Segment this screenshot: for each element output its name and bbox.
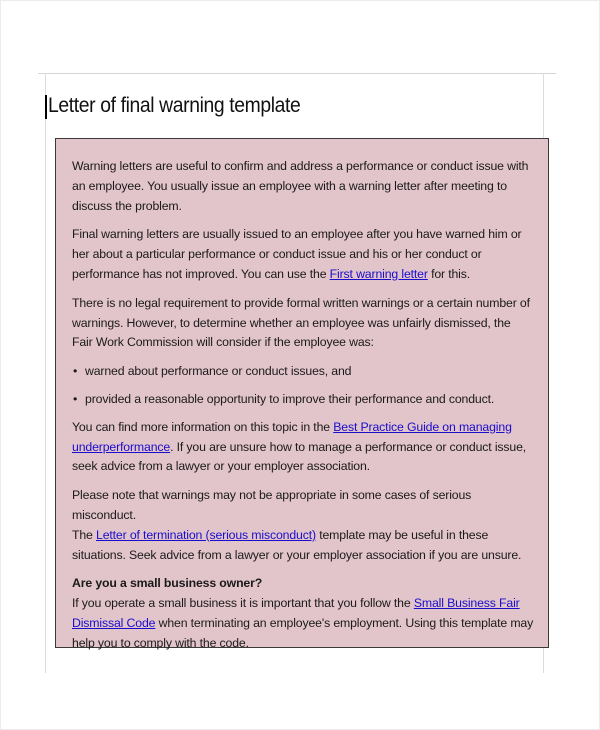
small-business-fair-dismissal-code-link[interactable]: Small Business Fair Dismissal Code [72, 596, 520, 630]
letter-of-termination-link[interactable]: Letter of termination (serious misconduct) [96, 527, 316, 542]
list-item [72, 362, 534, 382]
first-warning-letter-link[interactable]: First warning letter [329, 266, 428, 281]
paragraph-text: when terminating an employee's employment. Using this template may help you to comply with the code. [72, 615, 534, 650]
paragraph-text: template may be useful in these situations. Seek advice from a lawyer or your employer association if you are unsure. [72, 527, 522, 562]
paragraph-text: Please note that warnings may not be appropriate in some cases of serious misconduct. [72, 488, 472, 522]
page-left-margin-line [45, 73, 46, 673]
paragraph-more-info [72, 418, 534, 477]
paragraph-text: The [72, 527, 97, 542]
paragraph-intro: Warning letters are useful to confirm and address a performance or conduct issue with an employee. You usually issue an employee with a warning letter after meeting to discuss the problem. [72, 159, 529, 213]
paragraph-text: If you operate a small business it is important that you follow the [72, 596, 414, 611]
paragraph-text: Final warning letters are usually issued to an employee after you have warned him or her about a particular performance or conduct issue and his or her conduct or performance has not improved. You can use the [72, 227, 522, 281]
paragraph-text: . If you are unsure how to manage a performance or conduct issue, seek advice from a lawyer or your employer association. [72, 439, 527, 474]
text-cursor [45, 95, 47, 119]
paragraph-final-warning [72, 225, 534, 284]
page-top-edge [38, 73, 556, 74]
list-item-text: provided a reasonable opportunity to improve their performance and conduct. [85, 391, 495, 406]
paragraph-text: for this. [427, 266, 471, 281]
paragraph-serious-misconduct [72, 486, 534, 565]
best-practice-guide-link[interactable]: Best Practice Guide on managing underperformance [72, 419, 512, 454]
document-title: Letter of final warning template [48, 94, 301, 117]
criteria-list [72, 362, 534, 410]
small-business-heading: Are you a small business owner? [72, 576, 263, 591]
bullet-icon: • [73, 364, 78, 379]
bullet-icon: • [73, 391, 78, 406]
list-item-text: warned about performance or conduct issues, and [85, 364, 352, 379]
paragraph-legal-requirement: There is no legal requirement to provide formal written warnings or a certain number of warnings. However, to determine whether an employee was unfairly dismissed, the Fair Work Commission will consider if the employee was: [72, 295, 530, 350]
list-item [72, 390, 534, 410]
paragraph-text: You can find more information on this topic in the [72, 419, 334, 434]
paragraph-small-business [72, 594, 534, 653]
guidance-box [55, 138, 549, 648]
